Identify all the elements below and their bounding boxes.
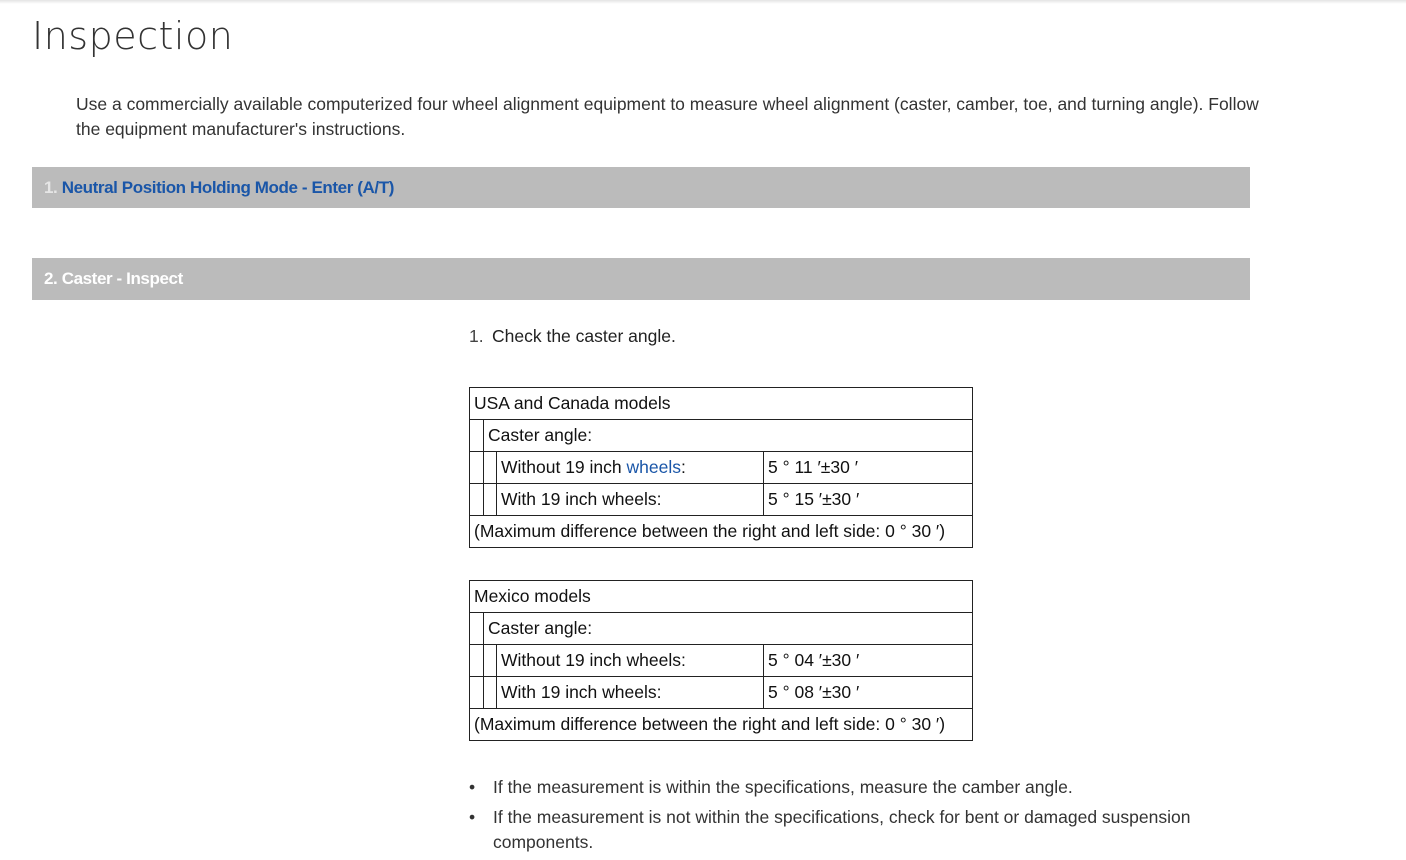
table-row xyxy=(470,709,973,741)
row-label: With 19 inch wheels: xyxy=(497,484,764,516)
result-bullet-list xyxy=(469,775,1229,860)
table-subheading: Caster angle: xyxy=(484,613,973,645)
table-row xyxy=(470,484,973,516)
step-item xyxy=(469,326,676,347)
top-shadow xyxy=(0,0,1406,4)
page-title: Inspection xyxy=(32,14,234,58)
row-label: Without 19 inch wheels: xyxy=(497,645,764,677)
row-value: 5 ° 11 ′±30 ′ xyxy=(764,452,973,484)
row-label: With 19 inch wheels: xyxy=(497,677,764,709)
bullet-icon: • xyxy=(469,807,476,827)
list-item xyxy=(469,805,1229,855)
step-number: 1. xyxy=(469,326,484,346)
section-number: 1. xyxy=(44,178,58,197)
section-bar-neutral-position xyxy=(32,167,1250,208)
row-value: 5 ° 15 ′±30 ′ xyxy=(764,484,973,516)
bullet-icon: • xyxy=(469,777,476,797)
table-subheading: Caster angle: xyxy=(484,420,973,452)
neutral-position-link[interactable]: Neutral Position Holding Mode - Enter (A/T) xyxy=(61,178,394,197)
row-value: 5 ° 04 ′±30 ′ xyxy=(764,645,973,677)
table-heading: USA and Canada models xyxy=(470,388,973,420)
list-item-text: If the measurement is not within the specifications, check for bent or damaged suspension components. xyxy=(493,807,1191,852)
table-heading: Mexico models xyxy=(470,581,973,613)
section-bar-caster-inspect[interactable] xyxy=(32,258,1250,300)
section-label: 2. Caster - Inspect xyxy=(44,269,183,288)
table-row xyxy=(470,388,973,420)
spec-table-mexico xyxy=(469,580,973,741)
table-row xyxy=(470,677,973,709)
wheels-link[interactable]: wheels xyxy=(626,457,681,477)
list-item-text: If the measurement is within the specifications, measure the camber angle. xyxy=(493,777,1073,797)
table-row xyxy=(470,420,973,452)
spec-table-usa-canada xyxy=(469,387,973,548)
row-label: Without 19 inch wheels: xyxy=(497,452,764,484)
table-row xyxy=(470,613,973,645)
table-note: (Maximum difference between the right and left side: 0 ° 30 ′) xyxy=(470,709,973,741)
table-row xyxy=(470,645,973,677)
table-row xyxy=(470,581,973,613)
table-row xyxy=(470,452,973,484)
step-text: Check the caster angle. xyxy=(492,326,676,346)
table-note: (Maximum difference between the right and left side: 0 ° 30 ′) xyxy=(470,516,973,548)
row-value: 5 ° 08 ′±30 ′ xyxy=(764,677,973,709)
table-row xyxy=(470,516,973,548)
list-item xyxy=(469,775,1229,800)
intro-text: Use a commercially available computerized four wheel alignment equipment to measure wheel alignment (caster, camber, toe, and turning angle). Follow the equipment manufacturer's instructions. xyxy=(76,94,1259,139)
